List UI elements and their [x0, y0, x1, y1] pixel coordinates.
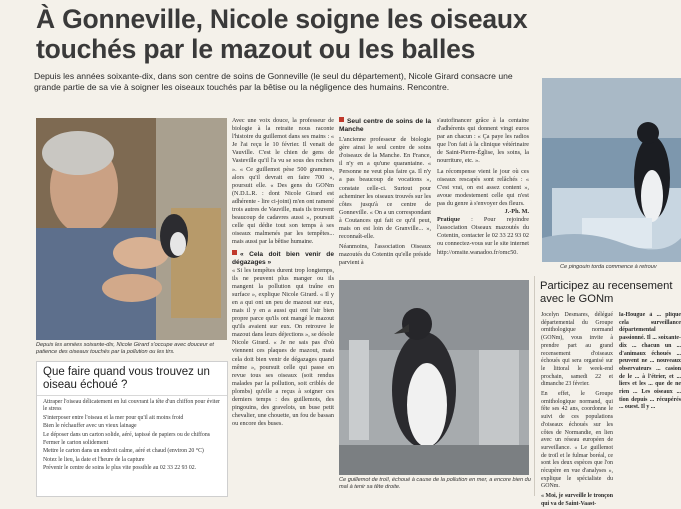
article-column-2	[339, 117, 431, 268]
infobox-item: Prévenir le centre de soins le plus vite possible au 02 33 22 93 02.	[43, 465, 197, 472]
article-column-1	[232, 117, 334, 428]
red-square-icon	[339, 117, 344, 122]
col3c-paragraph: Pratique : Pour rejoindre l'association Oiseaux mazoutés du Cotentin, contacter le 02 33 22 93 02 ou connectez-vous sur le site internet http://omsite.wanadoo.fr/omc50.	[437, 216, 529, 256]
photo-right	[542, 78, 681, 262]
lead-paragraph: Depuis les années soixante-dix, dans son centre de soins de Gonneville (le seul du département), Nicole Girard consacre une grande partie de sa vie à soigner les oiseaux touchés par la bêtise ou la négligence des humains. Rencontre.	[34, 71, 513, 93]
col1b-paragraph: « Si les tempêtes durent trop longtemps, ils ne peuvent plus manger ou ils mangent la pollution qui traîne en surface », explique Nicole Girard. « Il y en a qui ont un peu de mazout sur eux, mais il y en a aussi qui ont l'air bien propre parce qu'ils ont mangé le mazout qu'ils avaient sur eux. On retrouve le mazout dans leurs déjections », se désole Nicole Girard. « Je ne sais pas d'où viennent ces plaques de mazout, mais cela doit bien venir de dégazages quand même », poursuit celle qui passe en revue tous ses oiseaux (soit rendus malades par la pollution, soit criblés de plombs) qu'elle a reçus à soigner ces derniers temps : des guillemots, des pingouins, des gravelots, un buse petit chevalier, une chouette, un fou de bassan ou encore des buses.	[232, 266, 334, 428]
infobox-item: Attraper l'oiseau délicatement en lui couvrant la tête d'un chiffon pour éviter le stress	[43, 399, 220, 413]
sidebar-column	[541, 312, 613, 509]
penguin-photo-right	[542, 78, 681, 262]
guillemot-photo	[339, 280, 529, 475]
article-column-3	[437, 117, 529, 257]
signature: J.-Ph. M.	[504, 208, 529, 216]
infobox-title: Que faire quand vous trouvez un oiseau échoué ?	[37, 362, 227, 396]
woman-with-bird-photo	[36, 118, 227, 340]
infobox-item: Fermer le carton solidement	[43, 440, 109, 447]
pratique-label: Pratique	[437, 216, 461, 224]
photo-left-caption: Depuis les années soixante-dix, Nicole Girard s'occupe avec douceur et patience des oiseaux touchés par la pollution ou les tirs.	[36, 342, 214, 355]
infobox-item: Bien le réchauffer avec un vieux lainage	[43, 423, 137, 430]
photo-left	[36, 118, 227, 340]
col1-paragraph: Avec une voix douce, la professeur de biologie à la retraite nous raconte l'histoire du guillemot dans ses mains : « Je l'ai reçu le 10 février. Il venait de Vauville. C'est le chien de gens de Vasteville qu'il l'a vu se sous des rochers ». « Ce guillemot pèse 500 grammes, alors qu'il devrait en faire 700 », poursuit elle. « Des gens du GONm (N.D.L.R. : dont Nicole Girard est adhérente - lire ci-joint) m'en ont ramené trois autres de Vauville, mais ils trouvent beaucoup de cadavres aussi », poursuit celle qui dédie tout son temps à ses oiseaux malmenés par les tempêtes... mais aussi par la bêtise humaine.	[232, 117, 334, 246]
photo-center	[339, 280, 529, 475]
col2-paragraph: L'ancienne professeur de biologie gère ainsi le seul centre de soins d'oiseaux de la Manche. En France, il n'y en a qu'une quarantaine. « Personne ne veut plus faire ça. Il n'y a pas beaucoup de vocations », constate celle-ci. Surtout pour acheminer les oiseaux trouvés sur les côtes jusqu'à ce centre de Gonneville. « On a un correspondant à Coutances qui fait ce qu'il peut, mais on est loin de Granville... », reconnaît-elle.	[339, 136, 431, 241]
headline-line-2: touchés par le mazout ou les balles	[36, 34, 476, 64]
infobox-item: Notez le lieu, la date et l'heure de la capture	[43, 456, 145, 463]
column-separator	[534, 276, 535, 496]
sidebar-column-edge: la-Hougue à ... plique cela surveillance départemental passionné. Il ... soixante-dix ... chacun un ... d'animaux échoués ... peuvent ne ... nouveaux observateurs ... casion de le ... à l'étrier, et ... liers et les ... que de ne rien ... Les oiseaux ... tion depuis ... récupérés ... ouest. Il y ...	[619, 312, 681, 411]
sidebar-paragraph-2: En effet, le Groupe ornithologique normand, qui fête ses 42 ans, coordonne le suivi de ces populations d'oiseaux échoués sur les côtes de Normandie, en lien avec un réseau européen de surveillance. « Le guillemot de troïl et le fulmar boréal, ce sont les deux espèces que l'on récupère en vue d'analyses », explique le spécialiste du GONm.	[541, 391, 613, 490]
photo-right-caption: Ce pingouin torda commence à retrouv	[560, 264, 657, 270]
infobox	[36, 361, 228, 497]
col1-subhead: « Cela doit bien venir de dégazages »	[232, 250, 334, 266]
headline	[36, 4, 676, 64]
sidebar-paragraph: Jocelyn Desmares, délégué départemental du Groupe ornithologique normand (GONm), vous invite à prendre part au grand recensement d'oiseaux échoués qui sera organisé sur le littoral le week-end prochain, samedi 22 et dimanche 23 février.	[541, 312, 613, 388]
sidebar-title: Participez au recensement avec le GONm	[540, 280, 673, 305]
infobox-item: S'interposer entre l'oiseau et la mer pour qu'il ait moins froid	[43, 414, 184, 421]
col2-subhead: Seul centre de soins de la Manche	[339, 118, 431, 133]
sidebar-paragraph-3: « Moi, je surveille le tronçon qui va de Saint-Vaast-	[541, 493, 613, 507]
photo-center-caption: Ce guillemot de troïl, échoué à cause de la pollution en mer, a encore bien du mal à tenir sa tête droite.	[339, 477, 531, 490]
infobox-item: Le déposer dans un carton solide, aéré, tapissé de papiers ou de chiffons	[43, 431, 210, 438]
col2b-paragraph: Néanmoins, l'association Oiseaux mazoutés du Cotentin qu'elle préside parvient à	[339, 243, 431, 267]
col3b-paragraph: La récompense vient le jour où ces oiseaux rescapés sont relâchés : « C'est vrai, on est assez content », avoue modestement celle qui n'est pas du genre à s'envoyer des fleurs.	[437, 167, 529, 207]
red-square-icon	[232, 250, 237, 255]
infobox-body	[37, 396, 227, 477]
headline-line-1: À Gonneville, Nicole soigne les oiseaux	[36, 4, 528, 34]
infobox-item: Mettre le carton dans un endroit calme, aéré et chaud (environ 20 °C)	[43, 448, 204, 455]
col3-paragraph: s'autofinancer grâce à la centaine d'adhérents qui donnent vingt euros par an chacun : « Ça paye les radios que l'on fait à la clinique vétérinaire de Saint-Pierre-Église, les soins, la nourriture, etc. ».	[437, 117, 529, 165]
